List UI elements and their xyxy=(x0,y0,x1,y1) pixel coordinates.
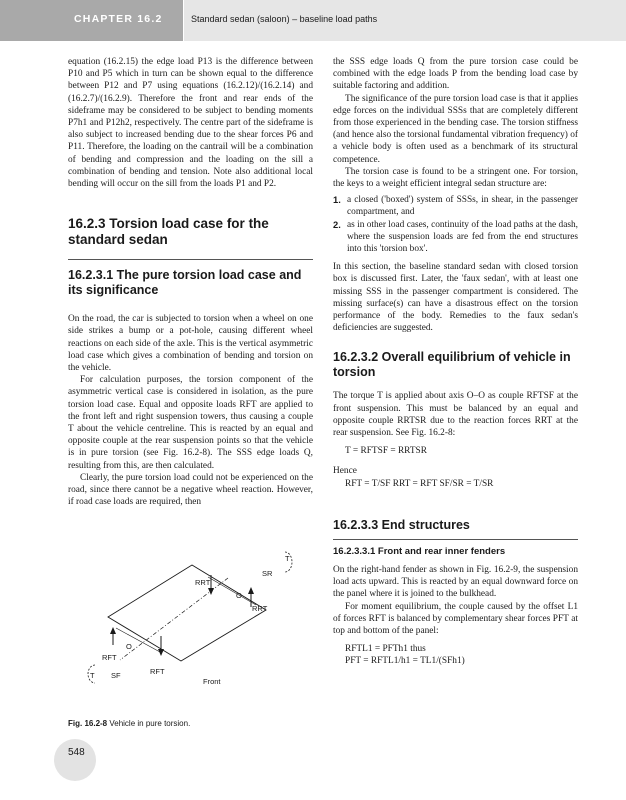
subsection-heading-16-2-3-1: 16.2.3.1 The pure torsion load case and its significance xyxy=(68,268,302,298)
section-heading-16-2-3: 16.2.3 Torsion load case for the standard sedan xyxy=(68,216,269,248)
left-column xyxy=(68,56,313,508)
running-title: Standard sedan (saloon) – baseline load paths xyxy=(191,14,378,24)
equation-reactions: RFT = T/SF RRT = RFT SF/SR = T/SR xyxy=(345,478,494,489)
para-calculation: For calculation purposes, the torsion component of the asymmetric vertical case is considered in isolation, as the pure torsion load case. Equal and opposite loads RFT are applied to the front left and right suspension towers, thus causing a couple T about the vehicle centreline. This is reacted by an equal and opposite couple at the rear suspension points so that the vehicle is in pure torsion (see Fig. 16.2-8). The SSS edge loads Q, resulting from this, are then calculated. xyxy=(68,375,313,471)
label-o-top: O xyxy=(236,591,242,600)
list-item: 2. as in other load cases, continuity of the load paths at the dash, where the suspension loads are fed from the end structures into this 'torsion box'. xyxy=(333,219,578,255)
arrowhead-icon xyxy=(158,649,164,656)
label-o-bottom: O xyxy=(126,642,132,651)
equation-couple: RFTL1 = PFTh1 thus xyxy=(345,644,426,655)
subsection-heading-16-2-3-2: 16.2.3.2 Overall equilibrium of vehicle in torsion xyxy=(333,350,571,380)
label-sr: SR xyxy=(262,569,273,578)
para-moment-equilibrium: For moment equilibrium, the couple caused by the offset L1 of forces RFT is balanced by complementary shear forces PFT at top and bottom of the panel: xyxy=(333,601,578,636)
para-fender: On the right-hand fender as shown in Fig. 16.2-9, the suspension load acts upward. This is reacted by an equal downward force on the panel where it is joined to the bulkhead. xyxy=(333,564,578,600)
para-significance: The significance of the pure torsion load case is that it applies edge forces on the individual SSSs that are completely different from those experienced in the bending case. The torsion stiffness (and hence also the torsional fundamental vibration frequency) of a vehicle body is often used as a benchmark of its structural competence. xyxy=(333,93,578,165)
label-rrt-right: RRT xyxy=(252,604,268,613)
label-torque-bottom: T xyxy=(90,671,95,680)
torsion-keys-list xyxy=(333,194,578,255)
label-front: Front xyxy=(203,677,221,686)
label-rft-right: RFT xyxy=(150,667,165,676)
figure-caption-label: Fig. 16.2-8 xyxy=(68,719,108,728)
para-torque: The torque T is applied about axis O–O as couple RFTSF at the front suspension. This must be balanced by an equal and opposite couple RRTSR due to the reaction forces RRT at the rear suspension. See Fig. 16.2-8: xyxy=(333,391,578,439)
label-torque-top: T xyxy=(285,554,290,563)
figure-caption xyxy=(68,719,190,728)
chapter-banner xyxy=(0,0,183,41)
right-column xyxy=(333,56,578,668)
rear-axle-line xyxy=(208,577,256,605)
subsubsection-heading-16-2-3-3-1: 16.2.3.3.1 Front and rear inner fenders xyxy=(333,545,506,557)
para-section-overview: In this section, the baseline standard sedan with closed torsion box is discussed first. Later, the 'faux sedan', with at least one missing SSS in the passenger compartment is considered. The missing surface(s) can have a disastrous effect on the torsion performance of the body. Remedies to the faux sedan's deficiencies are suggested. xyxy=(333,262,578,334)
arrowhead-icon xyxy=(248,587,254,594)
list-item: 1. a closed ('boxed') system of SSSs, in shear, in the passenger compartment, and xyxy=(333,195,578,218)
equation-shear: PFT = RFTL1/h1 = TL1/(SFh1) xyxy=(345,656,465,667)
label-rrt-left: RRT xyxy=(195,578,211,587)
front-axle-line xyxy=(116,628,160,652)
para-stringent: The torsion case is found to be a stringent one. For torsion, the keys to a weight efficient integral sedan structure are: xyxy=(333,166,578,190)
para-clearly: Clearly, the pure torsion load could not be experienced on the road, since there cannot be a negative wheel reaction. However, if road case loads are required, then xyxy=(68,472,313,508)
figure-caption-text: Vehicle in pure torsion. xyxy=(109,719,191,728)
torsion-figure xyxy=(80,550,308,690)
equation-torque: T = RFTSF = RRTSR xyxy=(345,446,427,457)
para-sss-edge-loads: the SSS edge loads Q from the pure torsion case could be combined with the edge loads P from the bending load case by suitable factoring and addition. xyxy=(333,57,578,92)
label-sf: SF xyxy=(111,671,121,680)
page-number: 548 xyxy=(68,747,85,758)
para-intro: equation (16.2.15) the edge load P13 is the difference between P10 and P5 which in turn can be shown equal to the difference between P12 and P7 using equations (16.2.12)/(16.2.14) and (16.2.7)/(16.2.9). Therefore the front and rear ends of the sideframe may be considered to be subject to bending moments P7h1 and P12h2, respectively. The centre part of the sideframe is also subject to increased bending due to the shear forces P6 and P11. Therefore, the loading on the cantrail will be a combination of bending and compression and the loading on the sill a combination of bending and tension. Note also additional local bending will occur on the sill from the loads P1 and P2. xyxy=(68,57,313,190)
arrowhead-icon xyxy=(208,588,214,595)
page-number-badge xyxy=(54,739,96,781)
running-header xyxy=(184,0,626,41)
chapter-label: CHAPTER 16.2 xyxy=(74,13,163,25)
para-road: On the road, the car is subjected to torsion when a wheel on one side strikes a bump or a pot-hole, causing different wheel reactions on each side of the axle. This is the vertical asymmetric load case which gives a combination of bending and torsion on the vehicle. xyxy=(68,314,313,374)
subsection-heading-16-2-3-3: 16.2.3.3 End structures xyxy=(333,517,470,532)
label-rft-left: RFT xyxy=(102,653,117,662)
hence-label: Hence xyxy=(333,466,357,477)
arrowhead-icon xyxy=(110,627,116,634)
